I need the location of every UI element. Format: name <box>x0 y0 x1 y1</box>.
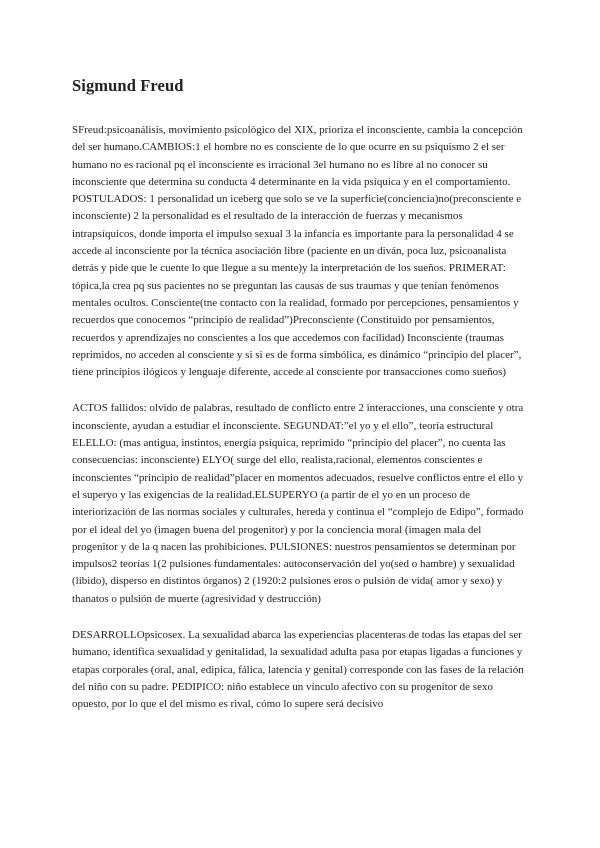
paragraph-freud-overview: SFreud:psicoanálisis, movimiento psicológico del XIX, prioriza el inconsciente, cambia la concepción del ser humano.CAMBIOS:1 el hombre no es consciente de lo que ocurre en su psiquismo 2 el ser humano no es racional pq el inconsciente es irracional 3el humano no es libre al no conocer su inconsciente que determina su conducta 4 determinante en la vida psíquica y en el comportamiento. POSTULADOS: 1 personalidad un iceberg que solo se ve la superficie(conciencia)no(preconsciente e inconsciente) 2 la personalidad es el resultado de la interacción de fuerzas y mecanismos intrapsíquicos, donde importa el impulso sexual 3 la infancia es importante para la personalidad 4 se accede al inconsciente por la técnica asociación libre (paciente en un diván, poca luz, psicoanalista detrás y pide que le cuente lo que llegue a su mente)y la interpretación de los sueños. PRIMERAT: tópica,la crea pq sus pacientes no se preguntan las causas de sus traumas y que tenían fenómenos mentales ocultos. Consciente(tne contacto con la realidad, formado por percepciones, pensamientos y recuerdos que conocemos “principio de realidad”)Preconsciente (Constituido por pensamientos, recuerdos y aprendizajes no conscientes a los que accedemos con facilidad) Inconsciente (traumas reprimidos, no acceden al consciente y si si es de forma simbólica, es dinámico “principio del placer”, tiene principios ilógicos y lenguaje diferente, accede al consciente por transacciones como sueños) <box>72 124 523 379</box>
paragraph-psychosexual-development: DESARROLLOpsicosex. La sexualidad abarca las experiencias placenteras de todas las etapas del ser humano, identifica sexualidad y genitalidad, la sexualidad adulta pasa por etapas ligadas a funciones y etapas corporales (oral, anal, edipica, fálica, latencia y genital) corresponde con las fases de la relación del niño con su padre. PEDIPICO: niño establece un vínculo afectivo con su progenitor de sexo opuesto, por lo que el del mismo es rival, cómo lo supere será decisivo <box>72 629 524 711</box>
document-title: Sigmund Freud <box>72 76 184 95</box>
document-body <box>72 122 528 733</box>
paragraph-structural-theory: ACTOS fallidos: olvido de palabras, resultado de conflicto entre 2 interacciones, una consciente y otra inconsciente, ayudan a estudiar el inconsciente. SEGUNDAT:”el yo y el ello”, teoría estructural ELELLO: (mas antigua, instintos, energía psíquica, reprimido “principio del placer”, no cuenta las consecuencias: inconsciente) ELYO( surge del ello, realista,racional, elementos conscientes e inconscientes “principio de realidad”placer en momentos adecuados, resuelve conflictos entre el ello y el superyo y las exigencias de la realidad.ELSUPERYO (a partir de el yo en un proceso de interiorización de las normas sociales y culturales, hereda y continua el “complejo de Edipo”, formado por el ideal del yo (imagen buena del progenitor) y por la conciencia moral (imagen mala del progenitor y de la q nacen las prohibiciones. PULSIONES: nuestros pensamientos se determinan por impulsos2 teorías 1(2 pulsiones fundamentales: autoconservación del yo(sed o hambre) y sexualidad (libido), disperso en distintos órganos) 2 (1920:2 pulsiones eros o pulsión de vida( amor y sexo) y thanatos o pulsión de muerte (agresividad y destrucción) <box>72 402 524 605</box>
